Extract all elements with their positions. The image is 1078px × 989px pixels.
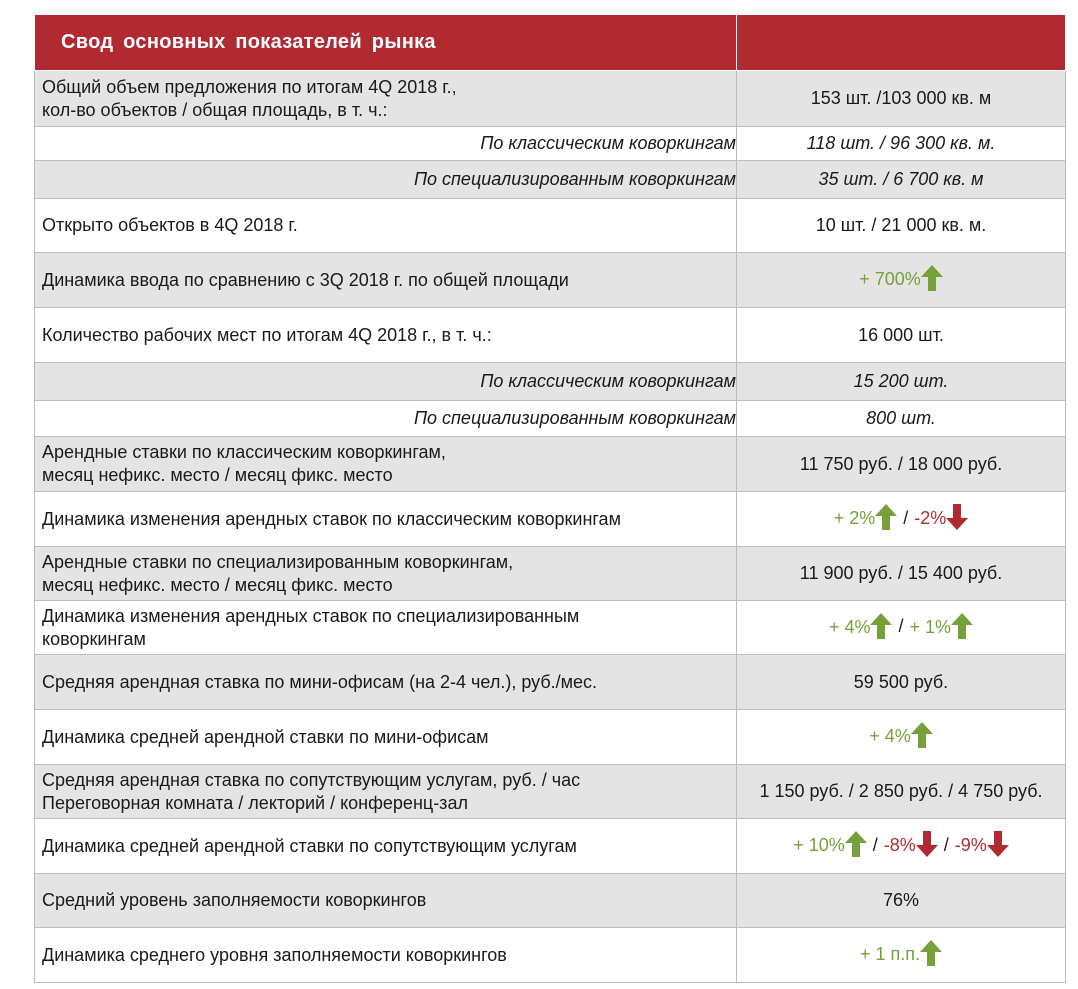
table-row	[35, 874, 1066, 928]
value-separator: /	[943, 834, 949, 855]
indicator-label-line: Средняя арендная ставка по мини-офисам (на 2-4 чел.), руб./мес.	[42, 671, 598, 692]
indicator-value	[737, 492, 1066, 547]
indicator-label-line: Переговорная комната / лекторий / конференц-зал	[42, 792, 468, 813]
indicator-label	[35, 492, 737, 547]
indicator-value	[737, 547, 1066, 601]
indicator-label-line: месяц нефикс. место / месяц фикс. место	[42, 465, 393, 485]
indicator-label	[35, 819, 737, 874]
positive-change-value: + 1 п.п.	[859, 943, 921, 964]
indicator-value-text: 15 200 шт.	[853, 371, 949, 391]
indicator-value-text: 118 шт. / 96 300 кв. м.	[806, 133, 996, 153]
table-row	[35, 819, 1066, 874]
indicator-value-text: 153 шт. /103 000 кв. м	[810, 88, 992, 108]
table-row	[35, 601, 1066, 655]
indicator-value	[737, 655, 1066, 710]
indicator-value	[737, 601, 1066, 655]
indicator-value-text: 10 шт. / 21 000 кв. м.	[815, 215, 987, 235]
arrow-down-icon	[916, 831, 938, 857]
indicator-value	[737, 765, 1066, 819]
indicator-value	[737, 874, 1066, 928]
table-header-empty-cell	[737, 15, 1066, 71]
indicator-value	[737, 437, 1066, 492]
indicator-value-text: 11 900 руб. / 15 400 руб.	[799, 563, 1003, 583]
indicator-label-line: Динамика ввода по сравнению с 3Q 2018 г. по общей площади	[42, 269, 569, 290]
indicator-label-line: Динамика среднего уровня заполняемости коворкингов	[42, 944, 507, 965]
indicator-label	[35, 127, 737, 161]
table-row	[35, 928, 1066, 983]
indicator-value	[737, 928, 1066, 983]
arrow-up-icon	[845, 831, 867, 857]
indicator-value	[737, 127, 1066, 161]
table-row	[35, 127, 1066, 161]
indicator-label	[35, 253, 737, 308]
indicator-value-text: 76%	[882, 890, 920, 910]
indicator-value	[737, 161, 1066, 199]
table-header-row	[35, 15, 1066, 71]
indicator-label-line: По специализированным коворкингам	[413, 169, 736, 189]
indicator-value	[737, 401, 1066, 437]
indicator-label	[35, 161, 737, 199]
indicator-label-line: кол-во объектов / общая площадь, в т. ч.:	[42, 99, 388, 120]
positive-change-value: + 1%	[909, 616, 952, 637]
indicator-label	[35, 71, 737, 127]
indicator-value	[737, 363, 1066, 401]
indicator-label-line: Средняя арендная ставка по сопутствующим услугам, руб. / час	[42, 769, 581, 790]
indicator-label-line: Динамика средней арендной ставки по сопутствующим услугам	[42, 835, 577, 856]
indicator-label-line: По классическим коворкингам	[480, 371, 736, 391]
value-separator: /	[898, 616, 904, 637]
value-separator: /	[903, 507, 909, 528]
arrow-up-icon	[870, 613, 892, 639]
indicator-value-text: 1 150 руб. / 2 850 руб. / 4 750 руб.	[759, 781, 1043, 801]
table-row	[35, 71, 1066, 127]
indicator-value-text: 800 шт.	[866, 408, 936, 428]
indicator-value-text: 16 000 шт.	[858, 324, 944, 345]
indicator-label-line: Динамика изменения арендных ставок по классическим коворкингам	[42, 508, 621, 529]
indicator-label	[35, 308, 737, 363]
arrow-up-icon	[920, 940, 942, 966]
indicator-value	[737, 308, 1066, 363]
indicator-label-line: Арендные ставки по специализированным коворкингам,	[42, 551, 514, 572]
positive-change-value: + 4%	[828, 616, 871, 637]
indicator-value	[737, 199, 1066, 253]
indicator-label	[35, 401, 737, 437]
table-row	[35, 308, 1066, 363]
positive-change-value: + 4%	[869, 725, 911, 746]
indicator-label-line: Общий объем предложения по итогам 4Q 2018 г.,	[42, 76, 457, 97]
table-row	[35, 161, 1066, 199]
indicator-label	[35, 765, 737, 819]
table-row	[35, 765, 1066, 819]
indicator-value	[737, 71, 1066, 127]
table-row	[35, 492, 1066, 547]
indicator-label-line: Динамика средней арендной ставки по мини-офисам	[42, 726, 489, 747]
table-title: Свод основных показателей рынка	[35, 15, 737, 71]
indicator-label	[35, 199, 737, 253]
indicator-label-line: Динамика изменения арендных ставок по специализированным	[42, 605, 580, 626]
indicator-label	[35, 928, 737, 983]
table-row	[35, 401, 1066, 437]
positive-change-value: + 700%	[859, 268, 921, 289]
indicator-label-line: Арендные ставки по классическим коворкингам,	[42, 442, 446, 462]
positive-change-value: + 2%	[833, 507, 876, 528]
indicator-label	[35, 437, 737, 492]
indicator-value	[737, 253, 1066, 308]
indicator-label	[35, 601, 737, 655]
negative-change-value: -9%	[954, 834, 987, 855]
table-row	[35, 253, 1066, 308]
indicator-label-line: По классическим коворкингам	[480, 133, 736, 153]
table-row	[35, 199, 1066, 253]
indicator-label	[35, 874, 737, 928]
arrow-up-icon	[921, 265, 943, 291]
indicator-label-line: Средний уровень заполняемости коворкингов	[42, 890, 427, 910]
indicator-label	[35, 710, 737, 765]
indicator-value-text: 35 шт. / 6 700 кв. м	[818, 169, 984, 189]
indicator-label-line: Открыто объектов в 4Q 2018 г.	[42, 215, 298, 235]
indicator-value-text: 59 500 руб.	[853, 671, 949, 692]
arrow-up-icon	[911, 722, 933, 748]
table-row	[35, 363, 1066, 401]
indicator-value	[737, 710, 1066, 765]
arrow-up-icon	[951, 613, 973, 639]
negative-change-value: -2%	[914, 507, 947, 528]
arrow-down-icon	[987, 831, 1009, 857]
table-row	[35, 710, 1066, 765]
indicator-label-line: Количество рабочих мест по итогам 4Q 2018 г., в т. ч.:	[42, 324, 492, 345]
indicator-value	[737, 819, 1066, 874]
indicator-value-text: 11 750 руб. / 18 000 руб.	[799, 453, 1003, 474]
indicator-label-line: коворкингам	[42, 628, 146, 649]
indicator-label-line: По специализированным коворкингам	[413, 408, 736, 428]
indicator-label-line: месяц нефикс. место / месяц фикс. место	[42, 574, 393, 595]
value-separator: /	[872, 834, 878, 855]
negative-change-value: -8%	[883, 834, 916, 855]
indicator-label	[35, 655, 737, 710]
indicator-label	[35, 363, 737, 401]
table-row	[35, 547, 1066, 601]
arrow-up-icon	[875, 504, 897, 530]
table-row	[35, 437, 1066, 492]
market-indicators-table	[34, 14, 1066, 983]
table-row	[35, 655, 1066, 710]
positive-change-value: + 10%	[793, 834, 845, 855]
arrow-down-icon	[946, 504, 968, 530]
indicator-label	[35, 547, 737, 601]
